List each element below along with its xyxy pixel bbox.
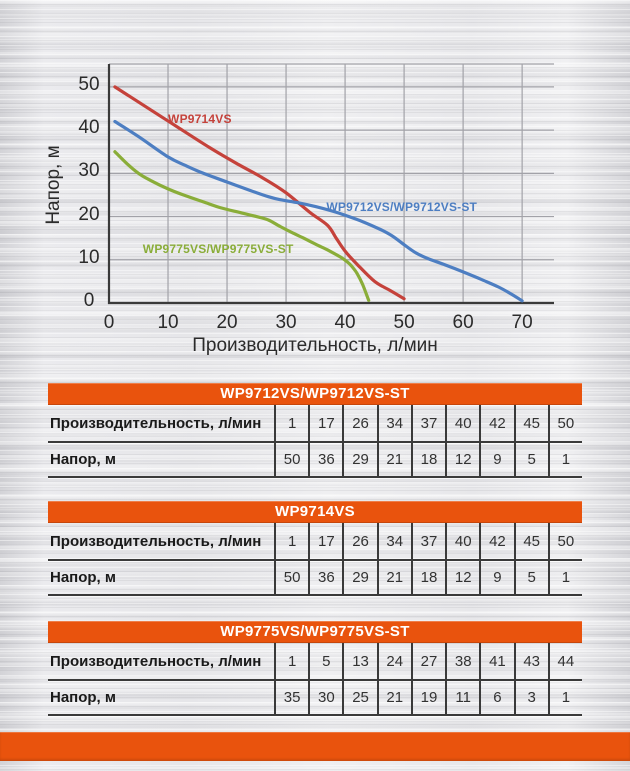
curve-label-wp9714vs: WP9714VS xyxy=(168,111,232,126)
x-tick-label: 70 xyxy=(511,312,533,333)
table-row-label: Напор, м xyxy=(50,569,116,586)
table-cell: 41 xyxy=(479,643,513,679)
table-cell: 1 xyxy=(548,681,582,714)
curve-label-wp9775vs-wp9775vs-st: WP9775VS/WP9775VS-ST xyxy=(142,242,294,257)
table-cell: 1 xyxy=(548,443,582,476)
x-axis-title: Производительность, л/мин xyxy=(192,335,438,356)
curve-wp9775vs-wp9775vs-st xyxy=(115,152,369,301)
table-cell: 34 xyxy=(377,405,411,441)
table-cell: 37 xyxy=(411,523,445,559)
table-cell: 45 xyxy=(514,523,548,559)
table-cell: 19 xyxy=(411,681,445,714)
y-tick-label: 20 xyxy=(78,203,100,225)
table-cell: 5 xyxy=(514,561,548,594)
spec-table-wp9714vs xyxy=(48,501,582,596)
table-cell: 45 xyxy=(514,405,548,441)
table-cell: 18 xyxy=(411,443,445,476)
y-tick-label: 50 xyxy=(78,73,100,95)
table-cell: 1 xyxy=(548,561,582,594)
table-cell: 1 xyxy=(274,405,308,441)
y-tick-label: 0 xyxy=(83,290,95,311)
table-cell: 29 xyxy=(342,443,376,476)
y-axis-title: Напор, м xyxy=(43,145,64,225)
x-tick-label: 50 xyxy=(393,312,415,333)
table-row xyxy=(48,443,582,478)
table-cell: 38 xyxy=(445,643,479,679)
table-title: WP9712VS/WP9712VS-ST xyxy=(48,383,582,405)
table-cell: 5 xyxy=(514,443,548,476)
table-cell: 44 xyxy=(548,643,582,679)
table-cell: 17 xyxy=(308,405,342,441)
x-tick-label: 0 xyxy=(103,312,115,333)
table-cell: 21 xyxy=(377,561,411,594)
spec-table-wp9775vs-wp9775vs-st xyxy=(48,621,582,716)
table-row-label: Производительность, л/мин xyxy=(50,414,262,432)
table-row-label: Производительность, л/мин xyxy=(50,532,262,550)
table-cell: 21 xyxy=(377,443,411,476)
x-tick-label: 30 xyxy=(275,312,297,333)
table-cell: 35 xyxy=(274,681,308,714)
table-cell: 17 xyxy=(308,523,342,559)
x-tick-label: 10 xyxy=(157,312,179,333)
table-title: WP9714VS xyxy=(48,501,582,523)
table-cell: 5 xyxy=(308,643,342,679)
table-cell: 25 xyxy=(342,681,376,714)
table-cell: 30 xyxy=(308,681,342,714)
table-cell: 50 xyxy=(548,405,582,441)
table-cell: 37 xyxy=(411,405,445,441)
table-cell: 50 xyxy=(548,523,582,559)
table-cell: 21 xyxy=(377,681,411,714)
table-cell: 50 xyxy=(274,561,308,594)
table-cell: 3 xyxy=(514,681,548,714)
pump-performance-chart xyxy=(0,0,630,380)
table-cell: 50 xyxy=(274,443,308,476)
y-tick-label: 10 xyxy=(78,246,100,268)
table-cell: 9 xyxy=(479,443,513,476)
table-row-label: Производительность, л/мин xyxy=(50,652,262,670)
table-cell: 42 xyxy=(479,523,513,559)
table-cell: 24 xyxy=(377,643,411,679)
curve-label-wp9712vs-wp9712vs-st: WP9712VS/WP9712VS-ST xyxy=(326,200,478,215)
x-tick-label: 60 xyxy=(452,312,474,333)
table-row-label: Напор, м xyxy=(50,451,116,468)
table-cell: 13 xyxy=(342,643,376,679)
table-cell: 1 xyxy=(274,523,308,559)
table-row xyxy=(48,405,582,443)
table-cell: 42 xyxy=(479,405,513,441)
table-cell: 6 xyxy=(479,681,513,714)
table-cell: 29 xyxy=(342,561,376,594)
table-cell: 36 xyxy=(308,443,342,476)
table-cell: 26 xyxy=(342,405,376,441)
table-row xyxy=(48,561,582,596)
table-row xyxy=(48,643,582,681)
table-cell: 11 xyxy=(445,681,479,714)
table-cell: 1 xyxy=(274,643,308,679)
table-cell: 34 xyxy=(377,523,411,559)
table-cell: 27 xyxy=(411,643,445,679)
table-cell: 9 xyxy=(479,561,513,594)
table-cell: 26 xyxy=(342,523,376,559)
table-cell: 12 xyxy=(445,561,479,594)
table-cell: 12 xyxy=(445,443,479,476)
table-cell: 40 xyxy=(445,405,479,441)
table-cell: 18 xyxy=(411,561,445,594)
table-title: WP9775VS/WP9775VS-ST xyxy=(48,621,582,643)
table-row-label: Напор, м xyxy=(50,689,116,706)
spec-table-wp9712vs-wp9712vs-st xyxy=(48,383,582,478)
table-cell: 36 xyxy=(308,561,342,594)
table-row xyxy=(48,681,582,716)
x-tick-label: 40 xyxy=(334,312,356,333)
table-row xyxy=(48,523,582,561)
x-tick-label: 20 xyxy=(216,312,238,333)
y-tick-label: 30 xyxy=(78,160,100,182)
y-tick-label: 40 xyxy=(78,117,100,139)
table-cell: 40 xyxy=(445,523,479,559)
footer-accent-bar xyxy=(0,732,630,761)
table-cell: 43 xyxy=(514,643,548,679)
